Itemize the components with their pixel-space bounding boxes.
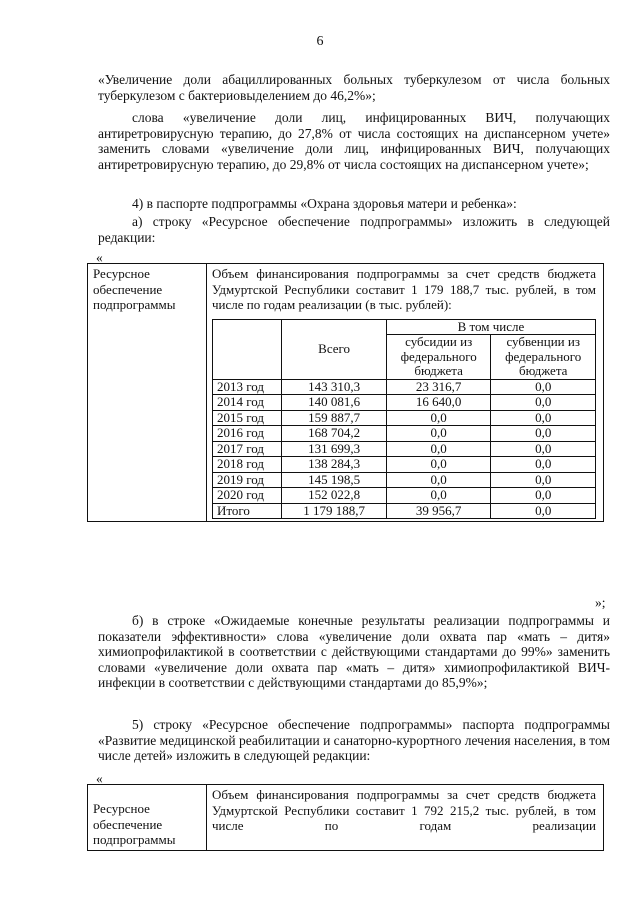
subsidy-cell: 39 956,7 xyxy=(386,503,491,519)
year-cell: 2017 год xyxy=(213,441,282,457)
total-cell: 168 704,2 xyxy=(282,426,387,442)
year-cell: 2015 год xyxy=(213,410,282,426)
paragraph-hiv-replacement: слова «увеличение доли лиц, инфицированных ВИЧ, получающих антиретровирусную терапию, до 27,8% от числа состоящих на диспансерном учете» заменить словами «увеличение доли лиц, инфицированных ВИЧ, получающих антиретровирусную терапию, до 29,8% от числа состоящих на диспансерном учете»; xyxy=(98,110,610,172)
table-row xyxy=(213,379,596,395)
subsidy-cell: 0,0 xyxy=(386,426,491,442)
total-cell: 1 179 188,7 xyxy=(282,503,387,519)
subvention-cell: 0,0 xyxy=(491,441,596,457)
subsidy-cell: 16 640,0 xyxy=(386,395,491,411)
subsidy-cell: 0,0 xyxy=(386,488,491,504)
total-cell: 140 081,6 xyxy=(282,395,387,411)
year-cell: 2013 год xyxy=(213,379,282,395)
table-row xyxy=(213,441,596,457)
subvention-cell: 0,0 xyxy=(491,472,596,488)
included-header: В том числе xyxy=(386,319,595,335)
year-cell: 2014 год xyxy=(213,395,282,411)
paragraph-tb-indicator: «Увеличение доли абациллированных больных туберкулезом от числа больных туберкулезом с бактериовыделением до 46,2%»; xyxy=(98,72,610,103)
paragraph-item-4: 4) в паспорте подпрограммы «Охрана здоровья матери и ребенка»: xyxy=(132,196,517,211)
closing-quote: »; xyxy=(595,595,606,610)
table-total-row xyxy=(213,503,596,519)
total-cell: 143 310,3 xyxy=(282,379,387,395)
subsidy-cell: 23 316,7 xyxy=(386,379,491,395)
total-cell: 131 699,3 xyxy=(282,441,387,457)
subsidy-cell: 0,0 xyxy=(386,410,491,426)
funding-text: Объем финансирования подпрограммы за счет средств бюджета Удмуртской Республики составит 1 792 215,2 тыс. рублей, в том числе по годам реализации xyxy=(212,787,596,833)
total-cell: 152 022,8 xyxy=(282,488,387,504)
funding-text: Объем финансирования подпрограммы за счет средств бюджета Удмуртской Республики составит 1 179 188,7 тыс. рублей, в том числе по годам реализации (в тыс. рублей): xyxy=(212,266,596,312)
paragraph-item-5: 5) строку «Ресурсное обеспечение подпрограммы» паспорта подпрограммы «Развитие медицинской реабилитации и санаторно-курортного лечения населения, в том числе детей» изложить в следующей редакции: xyxy=(98,717,610,763)
total-header: Всего xyxy=(282,319,387,379)
opening-quote: « xyxy=(96,250,103,265)
subsidy-cell: 0,0 xyxy=(386,472,491,488)
subvention-cell: 0,0 xyxy=(491,426,596,442)
year-cell: 2019 год xyxy=(213,472,282,488)
paragraph-item-4b: б) в строке «Ожидаемые конечные результаты реализации подпрограммы и показатели эффективности» слова «увеличение доли охвата пар «мать – дитя» химиопрофилактикой в соответствии с действующими стандартами до 99%» заменить словами «увеличение доли охвата пар «мать – дитя» химиопрофилактикой ВИЧ-инфекции в соответствии с действующими стандартами до 85,9%»; xyxy=(98,613,610,690)
subsidies-header: субсидии из федерального бюджета xyxy=(386,335,491,380)
opening-quote-2: « xyxy=(96,771,103,786)
total-label-cell: Итого xyxy=(213,503,282,519)
resource-table-2 xyxy=(87,784,604,851)
funding-by-year-table xyxy=(212,319,596,520)
page-number: 6 xyxy=(316,34,324,49)
resource-table-1 xyxy=(87,263,604,522)
row-label: Ресурсное обеспечение подпрограммы xyxy=(88,785,207,851)
table-row xyxy=(213,410,596,426)
subvention-cell: 0,0 xyxy=(491,503,596,519)
year-cell: 2016 год xyxy=(213,426,282,442)
total-cell: 159 887,7 xyxy=(282,410,387,426)
year-cell: 2018 год xyxy=(213,457,282,473)
table-row xyxy=(213,472,596,488)
year-cell: 2020 год xyxy=(213,488,282,504)
table-row xyxy=(213,395,596,411)
year-header xyxy=(213,319,282,379)
table-row xyxy=(213,426,596,442)
total-cell: 145 198,5 xyxy=(282,472,387,488)
subvention-cell: 0,0 xyxy=(491,488,596,504)
subsidy-cell: 0,0 xyxy=(386,457,491,473)
subsidy-cell: 0,0 xyxy=(386,441,491,457)
row-label: Ресурсное обеспечение подпрограммы xyxy=(88,264,207,522)
subvention-cell: 0,0 xyxy=(491,410,596,426)
total-cell: 138 284,3 xyxy=(282,457,387,473)
table-row xyxy=(213,488,596,504)
subventions-header: субвенции из федерального бюджета xyxy=(491,335,596,380)
subvention-cell: 0,0 xyxy=(491,457,596,473)
table-row xyxy=(213,457,596,473)
subvention-cell: 0,0 xyxy=(491,395,596,411)
paragraph-item-4a: а) строку «Ресурсное обеспечение подпрограммы» изложить в следующей редакции: xyxy=(98,214,610,245)
subvention-cell: 0,0 xyxy=(491,379,596,395)
